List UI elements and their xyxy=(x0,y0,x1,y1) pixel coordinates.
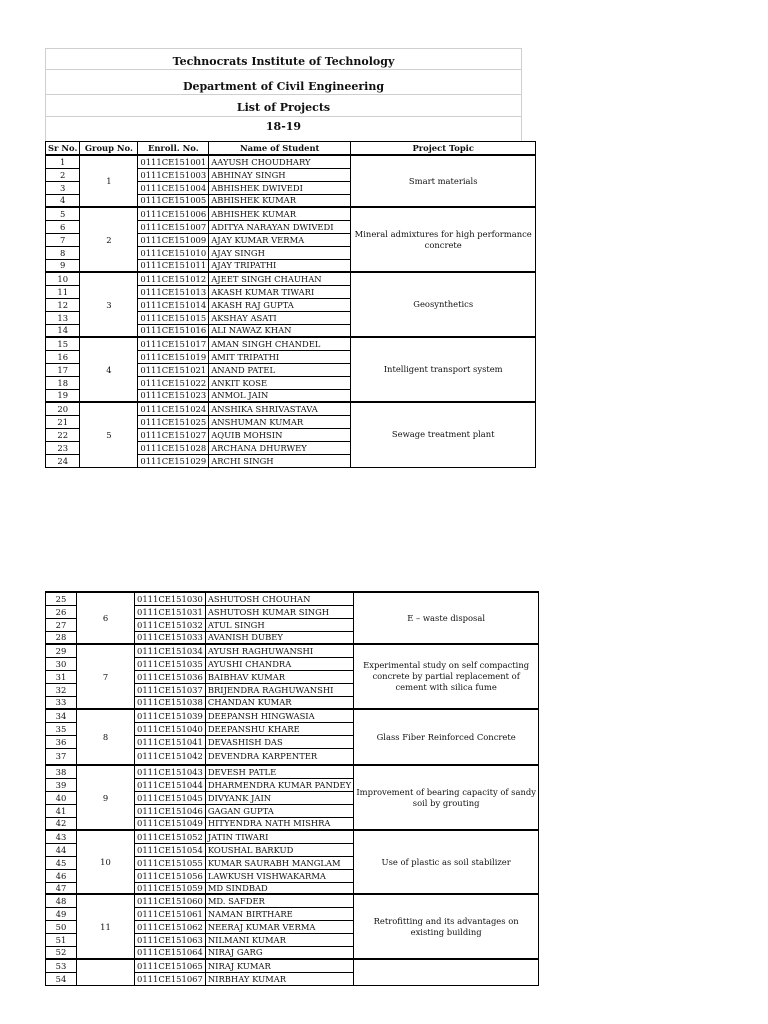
enroll-no-cell: 0111CE151034 xyxy=(135,644,206,657)
enroll-no-cell: 0111CE151065 xyxy=(135,959,206,972)
student-name-cell: ANSHUMAN KUMAR xyxy=(209,415,351,428)
student-name-cell: DHARMENDRA KUMAR PANDEY xyxy=(205,778,353,791)
student-name-cell: NAMAN BIRTHARE xyxy=(205,907,353,920)
sr-no-cell: 21 xyxy=(46,415,80,428)
sr-no-cell: 25 xyxy=(46,592,77,605)
student-name-cell: KOUSHAL BARKUD xyxy=(205,843,353,856)
enroll-no-cell: 0111CE151023 xyxy=(138,389,209,402)
student-name-cell: KUMAR SAURABH MANGLAM xyxy=(205,856,353,869)
enroll-no-cell: 0111CE151022 xyxy=(138,376,209,389)
enroll-no-cell: 0111CE151004 xyxy=(138,181,209,194)
student-name-cell: DEVENDRA KARPENTER xyxy=(205,748,353,765)
sr-no-cell: 7 xyxy=(46,233,80,246)
student-name-cell: ARCHI SINGH xyxy=(209,454,351,467)
sr-no-cell: 38 xyxy=(46,765,77,778)
group-no-cell: 3 xyxy=(80,272,138,337)
enroll-no-cell: 0111CE151062 xyxy=(135,920,206,933)
sr-no-cell: 48 xyxy=(46,894,77,907)
student-name-cell: NEERAJ KUMAR VERMA xyxy=(205,920,353,933)
table-1-body xyxy=(46,155,536,467)
col-enroll-no: Enroll. No. xyxy=(138,142,209,156)
sr-no-cell: 52 xyxy=(46,946,77,959)
sr-no-cell: 1 xyxy=(46,155,80,168)
table-row xyxy=(46,592,539,605)
group-no-cell: 11 xyxy=(77,894,135,959)
sr-no-cell: 18 xyxy=(46,376,80,389)
project-topic-cell: Use of plastic as soil stabilizer xyxy=(354,830,539,894)
sr-no-cell: 28 xyxy=(46,631,77,644)
enroll-no-cell: 0111CE151045 xyxy=(135,791,206,804)
student-name-cell: ANMOL JAIN xyxy=(209,389,351,402)
enroll-no-cell: 0111CE151016 xyxy=(138,324,209,337)
group-no-cell: 8 xyxy=(77,709,135,765)
sr-no-cell: 31 xyxy=(46,670,77,683)
col-group-no: Group No. xyxy=(80,142,138,156)
enroll-no-cell: 0111CE151063 xyxy=(135,933,206,946)
student-name-cell: ABHISHEK DWIVEDI xyxy=(209,181,351,194)
student-name-cell: DEVASHISH DAS xyxy=(205,735,353,748)
table-2-body xyxy=(46,592,539,985)
enroll-no-cell: 0111CE151009 xyxy=(138,233,209,246)
student-name-cell: BAIBHAV KUMAR xyxy=(205,670,353,683)
table-row xyxy=(46,272,536,285)
enroll-no-cell: 0111CE151019 xyxy=(138,350,209,363)
student-name-cell: AKASH KUMAR TIWARI xyxy=(209,285,351,298)
project-topic-cell: E – waste disposal xyxy=(354,592,539,644)
project-topic-cell: Retrofitting and its advantages on existing building xyxy=(354,894,539,959)
sr-no-cell: 10 xyxy=(46,272,80,285)
project-topic-cell: Geosynthetics xyxy=(351,272,536,337)
student-name-cell: AKSHAY ASATI xyxy=(209,311,351,324)
sr-no-cell: 26 xyxy=(46,605,77,618)
student-name-cell: AJAY KUMAR VERMA xyxy=(209,233,351,246)
student-name-cell: ARCHANA DHURWEY xyxy=(209,441,351,454)
sr-no-cell: 54 xyxy=(46,972,77,985)
enroll-no-cell: 0111CE151025 xyxy=(138,415,209,428)
sr-no-cell: 3 xyxy=(46,181,80,194)
table-header-row xyxy=(46,142,536,156)
sr-no-cell: 47 xyxy=(46,882,77,894)
group-no-cell: 4 xyxy=(80,337,138,402)
sr-no-cell: 9 xyxy=(46,259,80,272)
enroll-no-cell: 0111CE151038 xyxy=(135,696,206,709)
sr-no-cell: 49 xyxy=(46,907,77,920)
student-name-cell: AJAY SINGH xyxy=(209,246,351,259)
project-topic-cell: Experimental study on self compacting concrete by partial replacement of cement with silica fume xyxy=(354,644,539,709)
enroll-no-cell: 0111CE151040 xyxy=(135,722,206,735)
group-no-cell: 10 xyxy=(77,830,135,894)
group-no-cell: 2 xyxy=(80,207,138,272)
sr-no-cell: 19 xyxy=(46,389,80,402)
table-row xyxy=(46,644,539,657)
sr-no-cell: 24 xyxy=(46,454,80,467)
table-row xyxy=(46,337,536,350)
enroll-no-cell: 0111CE151055 xyxy=(135,856,206,869)
project-topic-cell: Improvement of bearing capacity of sandy soil by grouting xyxy=(354,765,539,830)
enroll-no-cell: 0111CE151035 xyxy=(135,657,206,670)
sr-no-cell: 34 xyxy=(46,709,77,722)
table-row xyxy=(46,402,536,415)
sr-no-cell: 13 xyxy=(46,311,80,324)
sr-no-cell: 17 xyxy=(46,363,80,376)
enroll-no-cell: 0111CE151052 xyxy=(135,830,206,843)
student-name-cell: ALI NAWAZ KHAN xyxy=(209,324,351,337)
student-name-cell: DEVESH PATLE xyxy=(205,765,353,778)
enroll-no-cell: 0111CE151032 xyxy=(135,618,206,631)
table-row xyxy=(46,894,539,907)
enroll-no-cell: 0111CE151046 xyxy=(135,804,206,817)
sr-no-cell: 32 xyxy=(46,683,77,696)
student-name-cell: AVANISH DUBEY xyxy=(205,631,353,644)
enroll-no-cell: 0111CE151017 xyxy=(138,337,209,350)
student-name-cell: DEEPANSH HINGWASIA xyxy=(205,709,353,722)
enroll-no-cell: 0111CE151041 xyxy=(135,735,206,748)
table-row xyxy=(46,709,539,722)
sr-no-cell: 5 xyxy=(46,207,80,220)
enroll-no-cell: 0111CE151031 xyxy=(135,605,206,618)
sr-no-cell: 15 xyxy=(46,337,80,350)
group-no-cell: 1 xyxy=(80,155,138,207)
student-name-cell: NIRBHAY KUMAR xyxy=(205,972,353,985)
projects-table-1 xyxy=(45,141,536,468)
enroll-no-cell: 0111CE151011 xyxy=(138,259,209,272)
project-topic-cell: Intelligent transport system xyxy=(351,337,536,402)
enroll-no-cell: 0111CE151039 xyxy=(135,709,206,722)
student-name-cell: NIRAJ KUMAR xyxy=(205,959,353,972)
student-name-cell: ABHINAY SINGH xyxy=(209,168,351,181)
sr-no-cell: 11 xyxy=(46,285,80,298)
student-name-cell: AKASH RAJ GUPTA xyxy=(209,298,351,311)
sr-no-cell: 16 xyxy=(46,350,80,363)
project-topic-cell: Sewage treatment plant xyxy=(351,402,536,467)
col-project-topic: Project Topic xyxy=(351,142,536,156)
sr-no-cell: 50 xyxy=(46,920,77,933)
sr-no-cell: 46 xyxy=(46,869,77,882)
sr-no-cell: 6 xyxy=(46,220,80,233)
student-name-cell: ATUL SINGH xyxy=(205,618,353,631)
sr-no-cell: 36 xyxy=(46,735,77,748)
student-name-cell: LAWKUSH VISHWAKARMA xyxy=(205,869,353,882)
enroll-no-cell: 0111CE151064 xyxy=(135,946,206,959)
department-title: Department of Civil Engineering xyxy=(45,70,522,95)
student-name-cell: NIRAJ GARG xyxy=(205,946,353,959)
student-name-cell: AYUSH RAGHUWANSHI xyxy=(205,644,353,657)
projects-table-2 xyxy=(45,591,539,986)
enroll-no-cell: 0111CE151012 xyxy=(138,272,209,285)
student-name-cell: MD SINDBAD xyxy=(205,882,353,894)
project-topic-cell: Glass Fiber Reinforced Concrete xyxy=(354,709,539,765)
col-student-name: Name of Student xyxy=(209,142,351,156)
group-no-cell: 6 xyxy=(77,592,135,644)
enroll-no-cell: 0111CE151061 xyxy=(135,907,206,920)
student-name-cell: ANAND PATEL xyxy=(209,363,351,376)
enroll-no-cell: 0111CE151043 xyxy=(135,765,206,778)
enroll-no-cell: 0111CE151010 xyxy=(138,246,209,259)
student-name-cell: BRIJENDRA RAGHUWANSHI xyxy=(205,683,353,696)
sr-no-cell: 44 xyxy=(46,843,77,856)
enroll-no-cell: 0111CE151028 xyxy=(138,441,209,454)
enroll-no-cell: 0111CE151036 xyxy=(135,670,206,683)
student-name-cell: ABHISHEK KUMAR xyxy=(209,194,351,207)
student-name-cell: ADITYA NARAYAN DWIVEDI xyxy=(209,220,351,233)
table-row xyxy=(46,207,536,220)
enroll-no-cell: 0111CE151003 xyxy=(138,168,209,181)
project-topic-cell: Smart materials xyxy=(351,155,536,207)
student-name-cell: JATIN TIWARI xyxy=(205,830,353,843)
enroll-no-cell: 0111CE151049 xyxy=(135,817,206,830)
sr-no-cell: 33 xyxy=(46,696,77,709)
sr-no-cell: 29 xyxy=(46,644,77,657)
enroll-no-cell: 0111CE151033 xyxy=(135,631,206,644)
group-no-cell: 5 xyxy=(80,402,138,467)
institute-title: Technocrats Institute of Technology xyxy=(45,48,522,70)
enroll-no-cell: 0111CE151027 xyxy=(138,428,209,441)
group-no-cell: 9 xyxy=(77,765,135,830)
sr-no-cell: 35 xyxy=(46,722,77,735)
enroll-no-cell: 0111CE151059 xyxy=(135,882,206,894)
table-row xyxy=(46,959,539,972)
list-title: List of Projects xyxy=(45,95,522,117)
student-name-cell: GAGAN GUPTA xyxy=(205,804,353,817)
student-name-cell: MD. SAFDER xyxy=(205,894,353,907)
enroll-no-cell: 0111CE151044 xyxy=(135,778,206,791)
enroll-no-cell: 0111CE151042 xyxy=(135,748,206,765)
sr-no-cell: 39 xyxy=(46,778,77,791)
sr-no-cell: 4 xyxy=(46,194,80,207)
student-name-cell: AMAN SINGH CHANDEL xyxy=(209,337,351,350)
sr-no-cell: 22 xyxy=(46,428,80,441)
student-name-cell: AJAY TRIPATHI xyxy=(209,259,351,272)
table-row xyxy=(46,765,539,778)
group-no-cell: 7 xyxy=(77,644,135,709)
sr-no-cell: 43 xyxy=(46,830,77,843)
student-name-cell: ASHUTOSH KUMAR SINGH xyxy=(205,605,353,618)
student-name-cell: ANKIT KOSE xyxy=(209,376,351,389)
student-name-cell: AYUSHI CHANDRA xyxy=(205,657,353,670)
sr-no-cell: 37 xyxy=(46,748,77,765)
sr-no-cell: 27 xyxy=(46,618,77,631)
enroll-no-cell: 0111CE151067 xyxy=(135,972,206,985)
sr-no-cell: 23 xyxy=(46,441,80,454)
enroll-no-cell: 0111CE151006 xyxy=(138,207,209,220)
enroll-no-cell: 0111CE151030 xyxy=(135,592,206,605)
enroll-no-cell: 0111CE151024 xyxy=(138,402,209,415)
student-name-cell: ANSHIKA SHRIVASTAVA xyxy=(209,402,351,415)
student-name-cell: ABHISHEK KUMAR xyxy=(209,207,351,220)
sr-no-cell: 2 xyxy=(46,168,80,181)
sr-no-cell: 12 xyxy=(46,298,80,311)
sr-no-cell: 41 xyxy=(46,804,77,817)
student-name-cell: CHANDAN KUMAR xyxy=(205,696,353,709)
group-no-cell xyxy=(77,959,135,985)
project-topic-cell xyxy=(354,959,539,985)
student-name-cell: DEEPANSHU KHARE xyxy=(205,722,353,735)
sr-no-cell: 53 xyxy=(46,959,77,972)
col-sr-no: Sr No. xyxy=(46,142,80,156)
sr-no-cell: 8 xyxy=(46,246,80,259)
student-name-cell: AMIT TRIPATHI xyxy=(209,350,351,363)
sr-no-cell: 14 xyxy=(46,324,80,337)
sr-no-cell: 20 xyxy=(46,402,80,415)
student-name-cell: HITYENDRA NATH MISHRA xyxy=(205,817,353,830)
enroll-no-cell: 0111CE151037 xyxy=(135,683,206,696)
enroll-no-cell: 0111CE151029 xyxy=(138,454,209,467)
sr-no-cell: 40 xyxy=(46,791,77,804)
student-name-cell: ASHUTOSH CHOUHAN xyxy=(205,592,353,605)
enroll-no-cell: 0111CE151056 xyxy=(135,869,206,882)
student-name-cell: AAYUSH CHOUDHARY xyxy=(209,155,351,168)
enroll-no-cell: 0111CE151007 xyxy=(138,220,209,233)
enroll-no-cell: 0111CE151014 xyxy=(138,298,209,311)
student-name-cell: DIVYANK JAIN xyxy=(205,791,353,804)
enroll-no-cell: 0111CE151005 xyxy=(138,194,209,207)
enroll-no-cell: 0111CE151060 xyxy=(135,894,206,907)
student-name-cell: NILMANI KUMAR xyxy=(205,933,353,946)
enroll-no-cell: 0111CE151015 xyxy=(138,311,209,324)
table-row xyxy=(46,155,536,168)
project-topic-cell: Mineral admixtures for high performance concrete xyxy=(351,207,536,272)
enroll-no-cell: 0111CE151021 xyxy=(138,363,209,376)
sr-no-cell: 45 xyxy=(46,856,77,869)
student-name-cell: AQUIB MOHSIN xyxy=(209,428,351,441)
sr-no-cell: 51 xyxy=(46,933,77,946)
table-row xyxy=(46,830,539,843)
enroll-no-cell: 0111CE151001 xyxy=(138,155,209,168)
student-name-cell: AJEET SINGH CHAUHAN xyxy=(209,272,351,285)
sr-no-cell: 30 xyxy=(46,657,77,670)
sr-no-cell: 42 xyxy=(46,817,77,830)
enroll-no-cell: 0111CE151054 xyxy=(135,843,206,856)
academic-year: 18-19 xyxy=(45,117,522,141)
enroll-no-cell: 0111CE151013 xyxy=(138,285,209,298)
